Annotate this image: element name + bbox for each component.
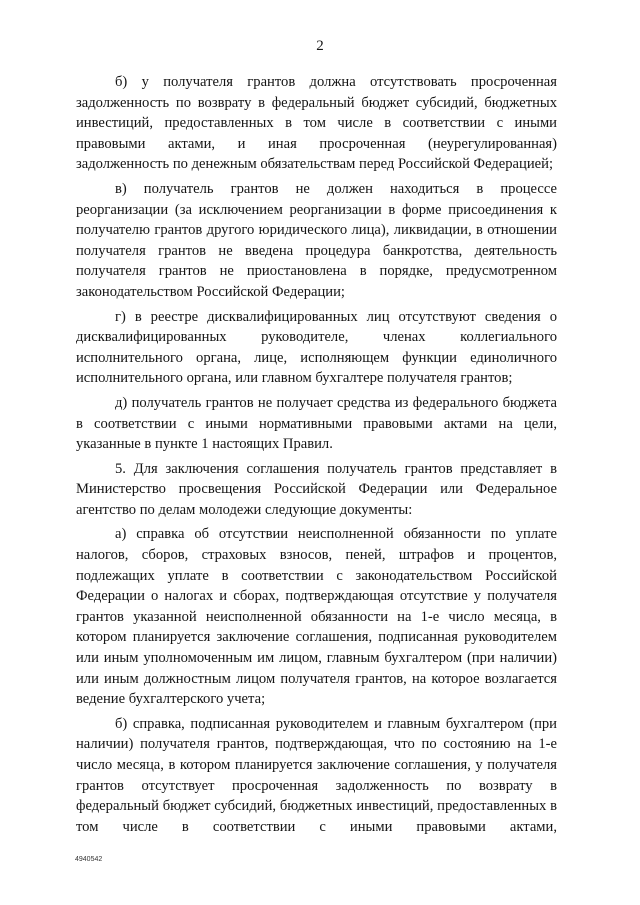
- paragraph-a-tax-certificate: а) справка об отсутствии неисполненной обязанности по уплате налогов, сборов, страховых взносов, пеней, штрафов и процентов, подлежащих уплате в соответствии с законодательством Российской Федерации о налогах и сборах, подтверждающая отсутствие у получателя грантов указанной неисполненной обязанности на 1-е число месяца, в котором планируется заключение соглашения, подписанная руководителем или иным уполномоченным им лицом, главным бухгалтером (при наличии) или иным должностным лицом получателя грантов, на которое возлагается ведение бухгалтерского учета;: [76, 526, 557, 708]
- paragraph-g-disqualified-registry: г) в реестре дисквалифицированных лиц отсутствуют сведения о дисквалифицированных руководителе, членах коллегиального исполнительного органа, лице, исполняющем функции единоличного исполнительного органа, или главном бухгалтере получателя грантов;: [76, 308, 557, 387]
- paragraph-v-no-reorganization: в) получатель грантов не должен находиться в процессе реорганизации (за исключением реорганизации в форме присоединения к получателю грантов другого юридического лица), ликвидации, в отношении получателя грантов не введена процедура банкротства, деятельность получателя грантов не приостановлена в порядке, предусмотренном законодательством Российской Федерации;: [76, 180, 557, 300]
- document-body: [76, 72, 557, 841]
- paragraph-5-documents: 5. Для заключения соглашения получатель грантов представляет в Министерство просвещения Российской Федерации или Федеральное агентство по делам молодежи следующие документы:: [76, 460, 557, 518]
- page-number: 2: [316, 38, 324, 54]
- paragraph-d-no-other-funds: д) получатель грантов не получает средства из федерального бюджета в соответствии с иными нормативными правовыми актами на цели, указанные в пункте 1 настоящих Правил.: [76, 394, 557, 453]
- paragraph-b-no-debt: б) у получателя грантов должна отсутствовать просроченная задолженность по возврату в федеральный бюджет субсидий, бюджетных инвестиций, предоставленных в том числе в соответствии с иными правовыми актами, и иная просроченная (неурегулированная) задолженность по денежным обязательствам перед Российской Федерацией;: [76, 74, 557, 173]
- document-code: 4940542: [75, 856, 103, 863]
- paragraph-b-debt-certificate: б) справка, подписанная руководителем и главным бухгалтером (при наличии) получателя грантов, подтверждающая, что по состоянию на 1-е число месяца, в котором планируется заключение соглашения, у получателя грантов отсутствует просроченная задолженность по возврату в федеральный бюджет субсидий, бюджетных инвестиций, предоставленных в том числе в соответствии с иными правовыми актами,: [76, 715, 557, 835]
